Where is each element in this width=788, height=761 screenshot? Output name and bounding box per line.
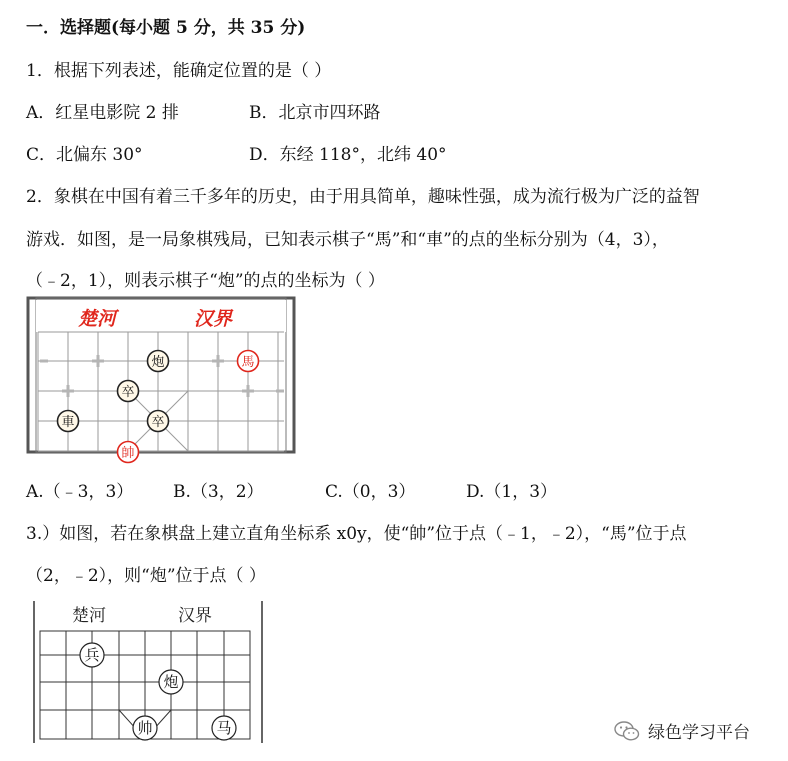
svg-text:马: 马: [216, 719, 232, 737]
q2-stem-line1: 2．象棋在中国有着三千多年的历史，由于用具简单，趣味性强，成为流行极为广泛的益智: [26, 187, 700, 207]
q3-chess-board: [26, 597, 276, 747]
svg-text:馬: 馬: [241, 355, 255, 370]
piece-ma: [238, 351, 259, 372]
river-right-text: 汉界: [194, 308, 233, 330]
q1-stem: 1．根据下列表述，能确定位置的是（ ）: [26, 61, 332, 81]
piece-shuai: [118, 442, 139, 463]
q3-piece-pao: [159, 670, 183, 694]
q1-option-c: C．北偏东 30°: [26, 145, 143, 165]
piece-zu-2: [148, 411, 169, 432]
svg-text:車: 車: [61, 415, 75, 430]
q3-river-right-text: 汉界: [178, 606, 212, 626]
svg-text:帥: 帥: [121, 446, 135, 461]
svg-text:炮: 炮: [151, 355, 165, 370]
svg-text:兵: 兵: [84, 646, 100, 664]
q3-stem-line2: （2，﹣2），则“炮”位于点（ ）: [26, 566, 266, 586]
watermark-text: 绿色学习平台: [648, 723, 750, 743]
q2-stem-line3: （﹣2，1），则表示棋子“炮”的点的坐标为（ ）: [26, 271, 385, 291]
q2-option-b: B.（3，2）: [173, 482, 264, 502]
svg-text:帅: 帅: [137, 719, 153, 737]
svg-text:炮: 炮: [163, 673, 179, 691]
piece-pao: [148, 351, 169, 372]
q2-option-d: D.（1，3）: [466, 482, 558, 502]
q1-option-a: A．红星电影院 2 排: [26, 103, 179, 123]
q3-stem-line1: 3.）如图，若在象棋盘上建立直角坐标系 x0y，使“帥”位于点（﹣1，﹣2），“馬”位于点: [26, 524, 687, 544]
wechat-icon: [614, 720, 640, 742]
piece-zu-1: [118, 381, 139, 402]
q3-piece-shuai: [133, 716, 157, 740]
svg-text:卒: 卒: [151, 415, 165, 430]
q2-stem-line2: 游戏．如图，是一局象棋残局，已知表示棋子“馬”和“車”的点的坐标分别为（4，3），: [26, 230, 669, 250]
q2-chess-board: [26, 296, 298, 470]
q2-option-c: C.（0，3）: [325, 482, 416, 502]
section-heading: 一．选择题(每小题 5 分，共 35 分): [26, 18, 306, 38]
piece-ju: [58, 411, 79, 432]
q1-option-d: D．东经 118°，北纬 40°: [249, 145, 447, 165]
river-left-text: 楚河: [78, 308, 117, 330]
q1-option-b: B．北京市四环路: [249, 103, 381, 123]
q2-option-a: A.（﹣3，3）: [26, 482, 134, 502]
svg-text:卒: 卒: [121, 385, 135, 400]
q3-river-left-text: 楚河: [72, 606, 106, 626]
q3-piece-ma: [212, 716, 236, 740]
watermark: [614, 718, 750, 743]
q3-piece-bing: [80, 643, 104, 667]
